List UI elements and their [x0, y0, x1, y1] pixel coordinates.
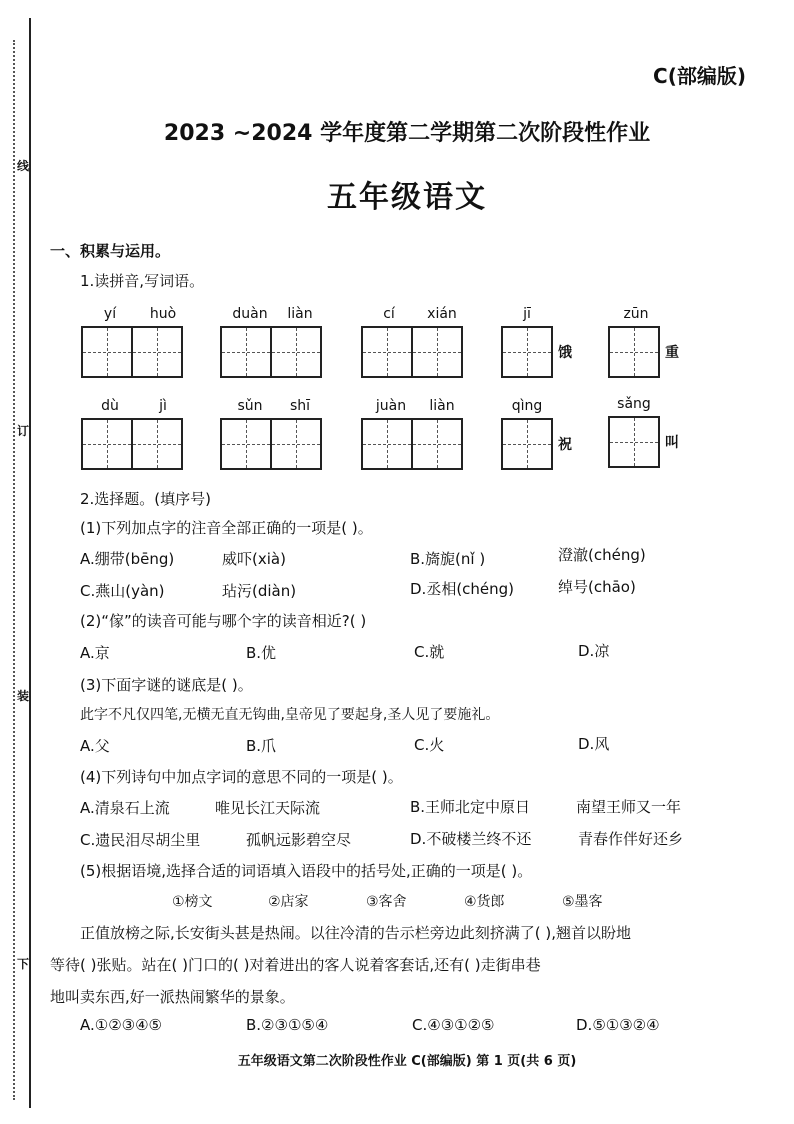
option-a[interactable]: A.父 [80, 737, 110, 755]
option-b-word2: 澄澈(chéng) [558, 546, 646, 564]
option-c[interactable]: C.火 [414, 736, 445, 754]
q2-2-stem: (2)“傢”的读音可能与哪个字的读音相近?( ) [80, 612, 367, 630]
edition-label: C(部编版) [653, 64, 746, 88]
pinyin-label: zūn [623, 306, 649, 322]
word-suffix: 祝 [558, 437, 572, 453]
option-b[interactable]: B.旖旎(nǐ ) [410, 550, 486, 568]
option-a-word2: 威吓(xià) [222, 550, 286, 568]
option-b[interactable]: B.②③①⑤④ [246, 1016, 329, 1034]
margin-label-xian: 线 [17, 159, 30, 173]
q2-4-stem: (4)下列诗句中加点字词的意思不同的一项是( )。 [80, 768, 403, 786]
option-b[interactable]: B.爪 [246, 737, 277, 755]
option-d[interactable]: D.风 [578, 735, 610, 753]
option-c[interactable]: C.燕山(yàn) [80, 582, 165, 600]
pinyin-label: liàn [287, 306, 313, 322]
pinyin-label: sǎng [617, 396, 651, 412]
writing-grid[interactable] [501, 326, 553, 378]
word-choice: ④货郎 [464, 894, 505, 910]
writing-grid[interactable] [608, 416, 660, 468]
option-c-word2: 玷污(diàn) [222, 582, 297, 600]
q1-title: 1.读拼音,写词语。 [80, 272, 205, 290]
option-d-word2: 绰号(chāo) [558, 578, 636, 596]
option-c-line2: 孤帆远影碧空尽 [246, 831, 352, 849]
pinyin-label: cí [383, 306, 395, 322]
option-c[interactable]: C.遗民泪尽胡尘里 [80, 831, 201, 849]
q2-1-stem: (1)下列加点字的注音全部正确的一项是( )。 [80, 519, 373, 537]
page-footer: 五年级语文第二次阶段性作业 C(部编版) 第 1 页(共 6 页) [237, 1054, 577, 1069]
option-d-line2: 青春作伴好还乡 [578, 830, 684, 848]
writing-grid[interactable] [81, 326, 183, 378]
writing-grid[interactable] [361, 418, 463, 470]
option-a[interactable]: A.①②③④⑤ [80, 1016, 163, 1034]
option-c[interactable]: C.④③①②⑤ [412, 1016, 495, 1034]
pinyin-label: jī [523, 306, 531, 322]
word-choice: ⑤墨客 [562, 894, 603, 910]
option-b-line2: 南望王师又一年 [576, 798, 682, 816]
writing-grid[interactable] [608, 326, 660, 378]
margin-label-zhuang: 装 [17, 689, 30, 703]
q2-title: 2.选择题。(填序号) [80, 490, 212, 508]
option-a-line2: 唯见长江天际流 [215, 799, 321, 817]
pinyin-label: liàn [429, 398, 455, 414]
section-heading: 一、积累与运用。 [50, 242, 171, 260]
pinyin-label: jì [159, 398, 167, 414]
writing-grid[interactable] [501, 418, 553, 470]
pinyin-label: dù [101, 398, 119, 414]
writing-grid[interactable] [361, 326, 463, 378]
word-choice: ③客舍 [366, 894, 407, 910]
pinyin-label: qìng [511, 398, 543, 414]
margin-label-ding: 订 [17, 424, 30, 438]
writing-grid[interactable] [220, 418, 322, 470]
word-suffix: 叫 [665, 435, 679, 451]
word-choice: ②店家 [268, 894, 309, 910]
option-d[interactable]: D.丞相(chéng) [410, 580, 515, 598]
option-b[interactable]: B.优 [246, 644, 277, 662]
pinyin-label: juàn [375, 398, 407, 414]
option-d[interactable]: D.凉 [578, 642, 610, 660]
q2-3-stem: (3)下面字谜的谜底是( )。 [80, 676, 253, 694]
passage-line: 正值放榜之际,长安街头甚是热闹。以往冷清的告示栏旁边此刻挤满了( ),翘首以盼地 [80, 924, 632, 942]
word-choice: ①榜文 [172, 894, 213, 910]
option-a[interactable]: A.京 [80, 644, 110, 662]
exam-title: 2023 ~2024 学年度第二学期第二次阶段性作业 [163, 121, 651, 146]
word-suffix: 重 [665, 345, 679, 361]
margin-label-xia: 下 [17, 957, 30, 971]
pinyin-label: shī [289, 398, 311, 414]
word-suffix: 饿 [558, 345, 572, 361]
option-b[interactable]: B.王师北定中原日 [410, 798, 531, 816]
writing-grid[interactable] [81, 418, 183, 470]
pinyin-label: duàn [232, 306, 268, 322]
pinyin-label: huò [149, 306, 177, 322]
pinyin-label: yí [103, 306, 117, 322]
riddle-text: 此字不凡仅四笔,无横无直无钩曲,皇帝见了要起身,圣人见了要施礼。 [80, 707, 500, 723]
option-a[interactable]: A.清泉石上流 [80, 799, 170, 817]
pinyin-label: xián [427, 306, 457, 322]
option-d[interactable]: D.⑤①③②④ [576, 1016, 660, 1034]
option-d[interactable]: D.不破楼兰终不还 [410, 830, 532, 848]
exam-subtitle: 五年级语文 [327, 180, 487, 215]
passage-line: 等待( )张贴。站在( )门口的( )对着进出的客人说着客套话,还有( )走街串巷 [50, 956, 541, 974]
option-a[interactable]: A.绷带(bēng) [80, 550, 175, 568]
passage-line: 地叫卖东西,好一派热闹繁华的景象。 [50, 988, 295, 1006]
writing-grid[interactable] [220, 326, 322, 378]
q2-5-stem: (5)根据语境,选择合适的词语填入语段中的括号处,正确的一项是( )。 [80, 862, 533, 880]
option-c[interactable]: C.就 [414, 643, 445, 661]
pinyin-label: sǔn [237, 398, 263, 414]
